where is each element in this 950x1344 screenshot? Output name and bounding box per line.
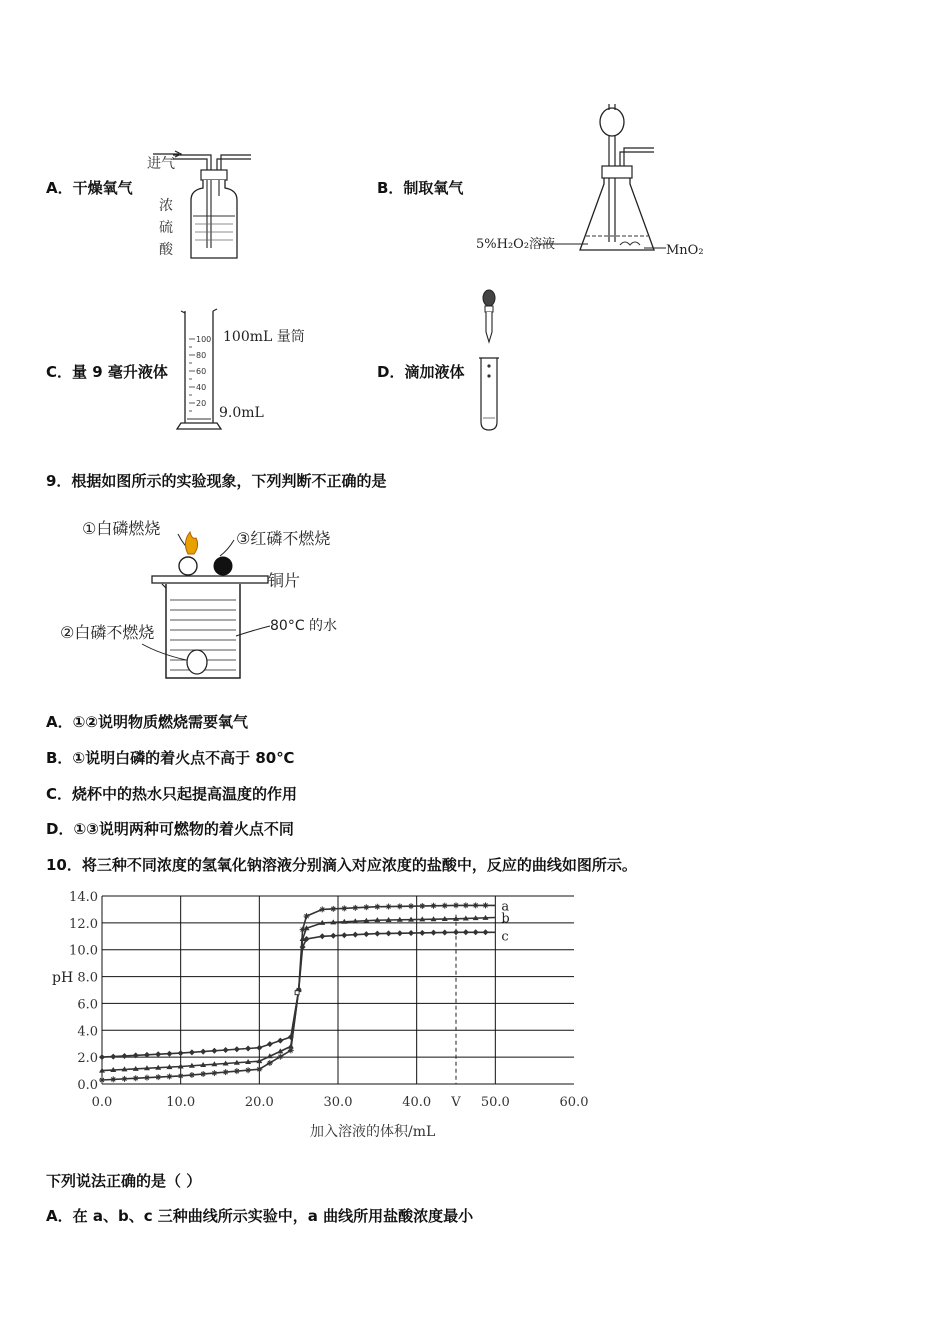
- series-point-a: [319, 906, 325, 912]
- x-tick-label: 60.0: [559, 1095, 589, 1110]
- series-point-c: [341, 932, 347, 938]
- series-point-a: [330, 906, 336, 912]
- conical-flask-figure: [470, 102, 720, 262]
- series-point-a: [442, 903, 448, 909]
- series-point-c: [363, 931, 369, 937]
- x-tick-label: V: [451, 1095, 461, 1110]
- x-tick-label: 0.0: [91, 1095, 113, 1110]
- y-tick-labels: [69, 890, 98, 1093]
- series-point-a: [473, 902, 479, 908]
- series-point-a: [211, 1070, 217, 1076]
- label-acid-1: 浓: [159, 198, 173, 214]
- tick-80: 80: [196, 351, 207, 360]
- x-tick-label: 40.0: [402, 1095, 432, 1110]
- series-point-a: [304, 913, 310, 919]
- x-tick-label: 30.0: [323, 1095, 353, 1110]
- series-point-c: [211, 1048, 217, 1054]
- label-red-noburn: ③红磷不燃烧: [236, 529, 331, 548]
- series-point-a: [352, 905, 358, 911]
- question-9-option-d: D．①③说明两种可燃物的着火点不同: [46, 820, 294, 838]
- series-point-c: [110, 1054, 116, 1060]
- series-point-a: [386, 904, 392, 910]
- question-10-stem: 10．将三种不同浓度的氢氧化钠溶液分别滴入对应浓度的盐酸中，反应的曲线如图所示。: [46, 856, 637, 874]
- series-point-c: [200, 1049, 206, 1055]
- question-10-prompt: 下列说法正确的是（ ）: [46, 1172, 202, 1190]
- tick-100: 100: [196, 335, 212, 344]
- series-label-b: b: [501, 911, 510, 927]
- label-acid-3: 酸: [159, 242, 173, 258]
- y-tick-label: 4.0: [77, 1024, 98, 1040]
- series-point-c: [442, 929, 448, 935]
- series-point-c: [304, 936, 310, 942]
- series-point-a: [110, 1076, 116, 1082]
- series-point-c: [386, 930, 392, 936]
- series-point-c: [374, 931, 380, 937]
- series-point-a: [408, 903, 414, 909]
- series-point-a: [341, 905, 347, 911]
- series-point-c: [352, 932, 358, 938]
- series-point-a: [121, 1076, 127, 1082]
- series-point-a: [463, 902, 469, 908]
- question-10-option-a: A．在 a、b、c 三种曲线所示实验中，a 曲线所用盐酸浓度最小: [46, 1207, 474, 1225]
- y-axis-label: pH: [52, 970, 74, 986]
- series-point-a: [178, 1073, 184, 1079]
- series-point-c: [463, 929, 469, 935]
- tick-20: 20: [196, 399, 207, 408]
- series-point-a: [245, 1067, 251, 1073]
- label-reading: 9.0mL: [219, 405, 264, 421]
- measuring-cylinder-figure: [175, 305, 325, 435]
- series-point-a: [374, 904, 380, 910]
- series-point-c: [256, 1045, 262, 1051]
- y-tick-label: 6.0: [77, 997, 98, 1013]
- question-9-option-b: B．①说明白磷的着火点不高于 80℃: [46, 749, 295, 767]
- x-tick-label: 50.0: [480, 1095, 510, 1110]
- option-8d: D．滴加液体: [377, 363, 465, 381]
- question-9-stem: 9．根据如图所示的实验现象，下列判断不正确的是: [46, 472, 387, 490]
- y-tick-label: 12.0: [69, 916, 98, 932]
- ph-titration-chart: [40, 882, 620, 1144]
- label-gas-in: 进气: [147, 156, 175, 172]
- y-tick-label: 2.0: [77, 1051, 98, 1067]
- series-point-c: [121, 1053, 127, 1059]
- series-point-c: [189, 1049, 195, 1055]
- series-point-c: [267, 1041, 273, 1047]
- series-point-a: [155, 1074, 161, 1080]
- combustion-experiment-figure: [60, 510, 360, 690]
- series-point-c: [330, 933, 336, 939]
- series-point-a: [166, 1074, 172, 1080]
- label-mno2: MnO₂: [666, 243, 704, 258]
- series-point-a: [397, 903, 403, 909]
- series-point-c: [245, 1046, 251, 1052]
- series-point-a: [223, 1069, 229, 1075]
- x-tick-labels: [92, 1095, 589, 1110]
- x-axis-label: 加入溶液的体积/mL: [310, 1124, 436, 1140]
- y-tick-label: 0.0: [77, 1078, 98, 1093]
- label-h2o2: 5%H₂O₂溶液: [476, 237, 556, 252]
- series-point-c: [300, 944, 306, 950]
- series-point-c: [234, 1046, 240, 1052]
- tick-40: 40: [196, 383, 207, 392]
- series-label-a: a: [501, 899, 510, 915]
- series-point-c: [419, 930, 425, 936]
- series-point-c: [431, 930, 437, 936]
- equivalence-marker: [295, 991, 299, 995]
- series-point-c: [155, 1051, 161, 1057]
- series-point-b: [288, 1043, 294, 1048]
- series-point-c: [397, 930, 403, 936]
- series-point-c: [319, 933, 325, 939]
- series-point-a: [483, 902, 489, 908]
- label-cylinder: 100mL 量筒: [223, 329, 305, 345]
- question-9-option-c: C．烧杯中的热水只起提高温度的作用: [46, 785, 298, 803]
- option-8c: C．量 9 毫升液体: [46, 363, 168, 381]
- series-point-a: [419, 903, 425, 909]
- label-acid-2: 硫: [159, 220, 173, 236]
- series-point-a: [133, 1075, 139, 1081]
- series-point-a: [144, 1075, 150, 1081]
- tick-60: 60: [196, 367, 207, 376]
- series-point-c: [277, 1038, 283, 1044]
- series-point-a: [453, 902, 459, 908]
- label-white-noburn: ②白磷不燃烧: [60, 623, 155, 642]
- dropper-figure: [475, 288, 505, 436]
- series-label-c: c: [501, 929, 509, 945]
- series-point-c: [223, 1047, 229, 1053]
- y-tick-label: 14.0: [69, 890, 98, 905]
- gas-washing-bottle-figure: [145, 140, 255, 265]
- label-copper: 铜片: [268, 571, 301, 590]
- question-9-option-a: A．①②说明物质燃烧需要氧气: [46, 713, 249, 731]
- series-point-a: [189, 1072, 195, 1078]
- y-tick-label: 10.0: [69, 943, 98, 959]
- series-point-a: [431, 903, 437, 909]
- option-8a: A．干燥氧气: [46, 179, 133, 197]
- series-point-a: [234, 1068, 240, 1074]
- x-tick-label: 20.0: [244, 1095, 274, 1110]
- series-point-a: [99, 1077, 105, 1083]
- series-point-c: [473, 929, 479, 935]
- series-point-c: [408, 930, 414, 936]
- series-point-c: [166, 1051, 172, 1057]
- option-8b: B．制取氧气: [377, 179, 464, 197]
- series-point-c: [99, 1054, 105, 1060]
- x-tick-label: 10.0: [166, 1095, 196, 1110]
- label-water: 80°C 的水: [270, 618, 338, 634]
- chart-series: [99, 899, 510, 1083]
- label-white-burn: ①白磷燃烧: [82, 519, 161, 538]
- series-point-a: [200, 1071, 206, 1077]
- series-point-a: [363, 904, 369, 910]
- series-point-c: [453, 929, 459, 935]
- series-point-c: [483, 929, 489, 935]
- y-tick-label: 8.0: [77, 970, 98, 986]
- series-point-c: [178, 1050, 184, 1056]
